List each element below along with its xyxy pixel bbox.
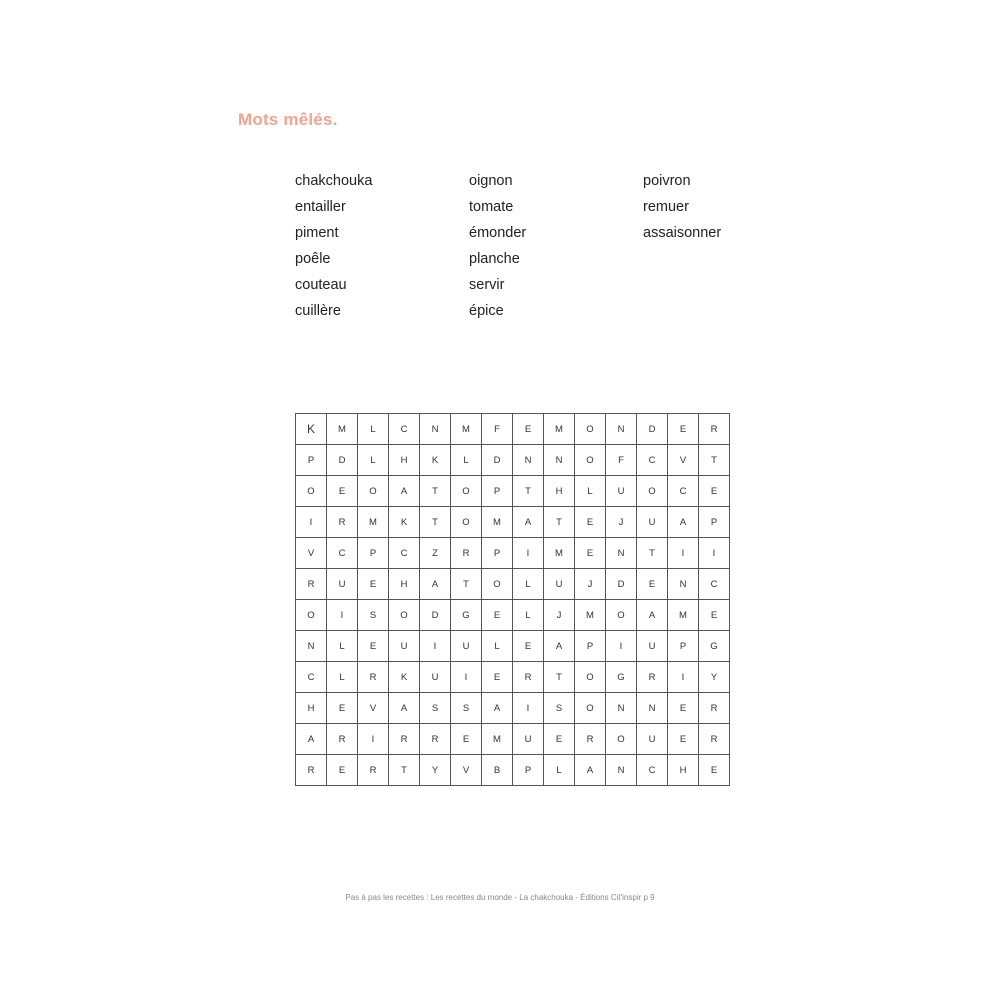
grid-cell[interactable]: R [451, 538, 482, 569]
grid-cell[interactable]: Y [699, 662, 730, 693]
grid-cell[interactable]: D [637, 414, 668, 445]
word-item: épice [469, 303, 504, 319]
grid-cell[interactable]: E [513, 631, 544, 662]
grid-cell[interactable]: T [637, 538, 668, 569]
word-item: émonder [469, 225, 527, 241]
grid-cell[interactable]: A [389, 693, 420, 724]
word-item: oignon [469, 173, 513, 189]
grid-cell[interactable]: O [451, 476, 482, 507]
grid-cell[interactable]: S [451, 693, 482, 724]
grid-cell[interactable]: N [606, 414, 637, 445]
grid-cell[interactable]: J [606, 507, 637, 538]
grid-cell[interactable]: N [296, 631, 327, 662]
grid-cell[interactable]: O [575, 445, 606, 476]
grid-cell[interactable]: R [358, 662, 389, 693]
grid-cell[interactable]: O [637, 476, 668, 507]
grid-cell[interactable]: H [296, 693, 327, 724]
grid-cell[interactable]: M [482, 507, 513, 538]
grid-cell[interactable]: E [513, 414, 544, 445]
grid-cell[interactable]: E [575, 538, 606, 569]
grid-cell[interactable]: L [451, 445, 482, 476]
grid-cell[interactable]: R [637, 662, 668, 693]
word-column [469, 170, 643, 326]
grid-cell[interactable]: E [668, 693, 699, 724]
grid-cell[interactable]: O [575, 414, 606, 445]
grid-cell[interactable]: M [482, 724, 513, 755]
grid-cell[interactable]: Y [420, 755, 451, 786]
grid-cell[interactable]: N [668, 569, 699, 600]
grid-cell[interactable]: G [606, 662, 637, 693]
word-column [295, 170, 469, 326]
grid-cell[interactable]: A [513, 507, 544, 538]
grid-cell[interactable]: A [637, 600, 668, 631]
word-item: entailler [295, 199, 346, 215]
grid-cell[interactable]: M [668, 600, 699, 631]
grid-cell[interactable]: N [606, 538, 637, 569]
grid-cell[interactable]: I [420, 631, 451, 662]
word-item: servir [469, 277, 505, 293]
grid-cell[interactable]: V [668, 445, 699, 476]
page-title: Mots mêlés. [238, 110, 338, 129]
grid-cell[interactable]: L [544, 755, 575, 786]
grid-cell[interactable]: H [544, 476, 575, 507]
grid-cell[interactable]: T [451, 569, 482, 600]
grid-cell[interactable]: U [637, 631, 668, 662]
grid-cell[interactable]: R [296, 755, 327, 786]
grid-cell[interactable]: V [451, 755, 482, 786]
grid-cell[interactable]: K [389, 507, 420, 538]
grid-cell[interactable]: L [575, 476, 606, 507]
grid-cell[interactable]: C [637, 755, 668, 786]
grid-cell[interactable]: U [637, 507, 668, 538]
word-item: planche [469, 251, 520, 267]
grid-cell[interactable]: R [575, 724, 606, 755]
grid-cell[interactable]: R [699, 724, 730, 755]
grid-cell[interactable]: E [699, 600, 730, 631]
grid-cell[interactable]: E [544, 724, 575, 755]
grid-cell[interactable]: E [451, 724, 482, 755]
grid-cell[interactable]: T [513, 476, 544, 507]
grid-cell[interactable]: P [513, 755, 544, 786]
grid-cell[interactable]: N [513, 445, 544, 476]
grid-cell[interactable]: L [358, 414, 389, 445]
word-item: cuillère [295, 303, 341, 319]
grid-cell[interactable]: I [451, 662, 482, 693]
grid-cell[interactable]: L [327, 662, 358, 693]
grid-cell[interactable]: E [575, 507, 606, 538]
grid-cell[interactable]: C [699, 569, 730, 600]
grid-cell[interactable]: A [482, 693, 513, 724]
grid-cell[interactable]: U [451, 631, 482, 662]
grid-cell[interactable]: K [389, 662, 420, 693]
grid-cell[interactable]: G [699, 631, 730, 662]
grid-cell[interactable]: T [544, 507, 575, 538]
grid-cell[interactable]: R [296, 569, 327, 600]
grid-cell[interactable]: E [668, 724, 699, 755]
word-item: assaisonner [643, 225, 722, 241]
grid-cell[interactable]: E [327, 693, 358, 724]
grid-cell[interactable]: M [544, 414, 575, 445]
grid-cell[interactable]: F [606, 445, 637, 476]
word-item: piment [295, 225, 339, 241]
grid-cell[interactable]: Z [420, 538, 451, 569]
grid-cell[interactable]: S [420, 693, 451, 724]
grid-cell[interactable]: D [327, 445, 358, 476]
grid-cell[interactable]: E [358, 631, 389, 662]
grid-cell[interactable]: P [575, 631, 606, 662]
grid-cell[interactable]: J [575, 569, 606, 600]
grid-cell[interactable]: K [420, 445, 451, 476]
grid-cell[interactable]: M [575, 600, 606, 631]
grid-cell[interactable]: L [513, 569, 544, 600]
grid-cell[interactable]: I [296, 507, 327, 538]
word-item: chakchouka [295, 173, 373, 189]
grid-cell[interactable]: O [296, 476, 327, 507]
grid-cell[interactable]: A [575, 755, 606, 786]
grid-cell[interactable]: M [358, 507, 389, 538]
grid-cell[interactable]: H [389, 445, 420, 476]
grid-cell[interactable]: U [327, 569, 358, 600]
grid-cell[interactable]: O [575, 662, 606, 693]
grid-cell[interactable]: T [420, 507, 451, 538]
grid-cell[interactable]: H [389, 569, 420, 600]
grid-cell[interactable]: U [389, 631, 420, 662]
word-item: remuer [643, 199, 689, 215]
word-item: poivron [643, 173, 691, 189]
grid-cell[interactable]: K [296, 414, 327, 445]
grid-cell[interactable]: O [575, 693, 606, 724]
grid-cell[interactable]: O [296, 600, 327, 631]
grid-cell[interactable]: I [606, 631, 637, 662]
word-column [643, 170, 763, 326]
grid-cell[interactable]: H [668, 755, 699, 786]
grid-cell[interactable]: O [451, 507, 482, 538]
grid-cell[interactable]: O [358, 476, 389, 507]
grid-cell[interactable]: S [544, 693, 575, 724]
grid-cell[interactable]: L [358, 445, 389, 476]
grid-cell[interactable]: P [668, 631, 699, 662]
grid-cell[interactable]: T [544, 662, 575, 693]
grid-cell[interactable]: I [668, 538, 699, 569]
grid-cell[interactable]: P [482, 538, 513, 569]
grid-cell[interactable]: L [482, 631, 513, 662]
word-search-grid [295, 413, 730, 786]
grid-cell[interactable]: G [451, 600, 482, 631]
grid-cell[interactable]: U [606, 476, 637, 507]
grid-cell[interactable]: E [668, 414, 699, 445]
grid-cell[interactable]: E [358, 569, 389, 600]
grid-cell[interactable]: N [606, 755, 637, 786]
grid-cell[interactable]: U [637, 724, 668, 755]
grid-cell[interactable]: C [327, 538, 358, 569]
grid-cell[interactable]: A [544, 631, 575, 662]
grid-cell[interactable]: M [327, 414, 358, 445]
grid-cell[interactable]: P [296, 445, 327, 476]
grid-cell[interactable]: C [389, 538, 420, 569]
grid-cell[interactable]: E [699, 755, 730, 786]
grid-cell[interactable]: N [420, 414, 451, 445]
grid-cell[interactable]: P [699, 507, 730, 538]
grid-cell[interactable]: I [513, 693, 544, 724]
word-list [295, 170, 763, 326]
grid-cell[interactable]: M [544, 538, 575, 569]
grid-cell[interactable]: C [296, 662, 327, 693]
grid-cell[interactable]: N [637, 693, 668, 724]
grid-cell[interactable]: D [482, 445, 513, 476]
grid-cell[interactable]: P [482, 476, 513, 507]
grid-cell[interactable]: E [637, 569, 668, 600]
grid-cell[interactable]: C [668, 476, 699, 507]
grid-cell[interactable]: E [327, 755, 358, 786]
grid-cell[interactable]: M [451, 414, 482, 445]
grid-cell[interactable]: T [699, 445, 730, 476]
grid-cell[interactable]: L [327, 631, 358, 662]
grid-cell[interactable]: I [358, 724, 389, 755]
word-item: tomate [469, 199, 514, 215]
grid-cell[interactable]: O [482, 569, 513, 600]
grid-cell[interactable]: R [513, 662, 544, 693]
grid-cell[interactable]: D [606, 569, 637, 600]
grid-cell[interactable]: E [699, 476, 730, 507]
grid-cell[interactable]: R [420, 724, 451, 755]
grid-cell[interactable]: T [420, 476, 451, 507]
grid-cell[interactable]: N [606, 693, 637, 724]
grid-cell[interactable]: I [668, 662, 699, 693]
page-footer: Pas à pas les recettes : Les recettes du monde - La chakchouka - Éditions Cit'inspir p 9 [345, 893, 655, 902]
grid-cell[interactable]: I [513, 538, 544, 569]
grid-cell[interactable]: F [482, 414, 513, 445]
grid-cell[interactable]: O [606, 600, 637, 631]
grid-cell[interactable]: T [389, 755, 420, 786]
grid-cell[interactable]: E [482, 600, 513, 631]
grid-cell[interactable]: D [420, 600, 451, 631]
grid-cell[interactable]: E [482, 662, 513, 693]
grid-cell[interactable]: S [358, 600, 389, 631]
grid-cell[interactable]: C [389, 414, 420, 445]
grid-cell[interactable]: A [668, 507, 699, 538]
grid-cell[interactable]: U [513, 724, 544, 755]
word-item: poêle [295, 251, 331, 267]
grid-cell[interactable]: I [699, 538, 730, 569]
grid-cell[interactable]: R [699, 693, 730, 724]
grid-cell[interactable]: P [358, 538, 389, 569]
grid-cell[interactable]: I [327, 600, 358, 631]
grid-cell[interactable]: A [296, 724, 327, 755]
grid-cell[interactable]: U [420, 662, 451, 693]
grid-cell[interactable]: O [389, 600, 420, 631]
grid-cell[interactable]: E [327, 476, 358, 507]
grid-cell[interactable]: R [327, 507, 358, 538]
grid-cell[interactable]: A [420, 569, 451, 600]
grid-cell[interactable]: N [544, 445, 575, 476]
grid-cell[interactable]: U [544, 569, 575, 600]
grid-cell[interactable]: A [389, 476, 420, 507]
grid-cell[interactable]: R [389, 724, 420, 755]
grid-cell[interactable]: C [637, 445, 668, 476]
grid-cell[interactable]: J [544, 600, 575, 631]
grid-cell[interactable]: L [513, 600, 544, 631]
grid-cell[interactable]: V [296, 538, 327, 569]
grid-cell[interactable]: R [699, 414, 730, 445]
grid-cell[interactable]: O [606, 724, 637, 755]
grid-cell[interactable]: R [358, 755, 389, 786]
grid-cell[interactable]: R [327, 724, 358, 755]
grid-cell[interactable]: B [482, 755, 513, 786]
word-item: couteau [295, 277, 347, 293]
grid-cell[interactable]: V [358, 693, 389, 724]
